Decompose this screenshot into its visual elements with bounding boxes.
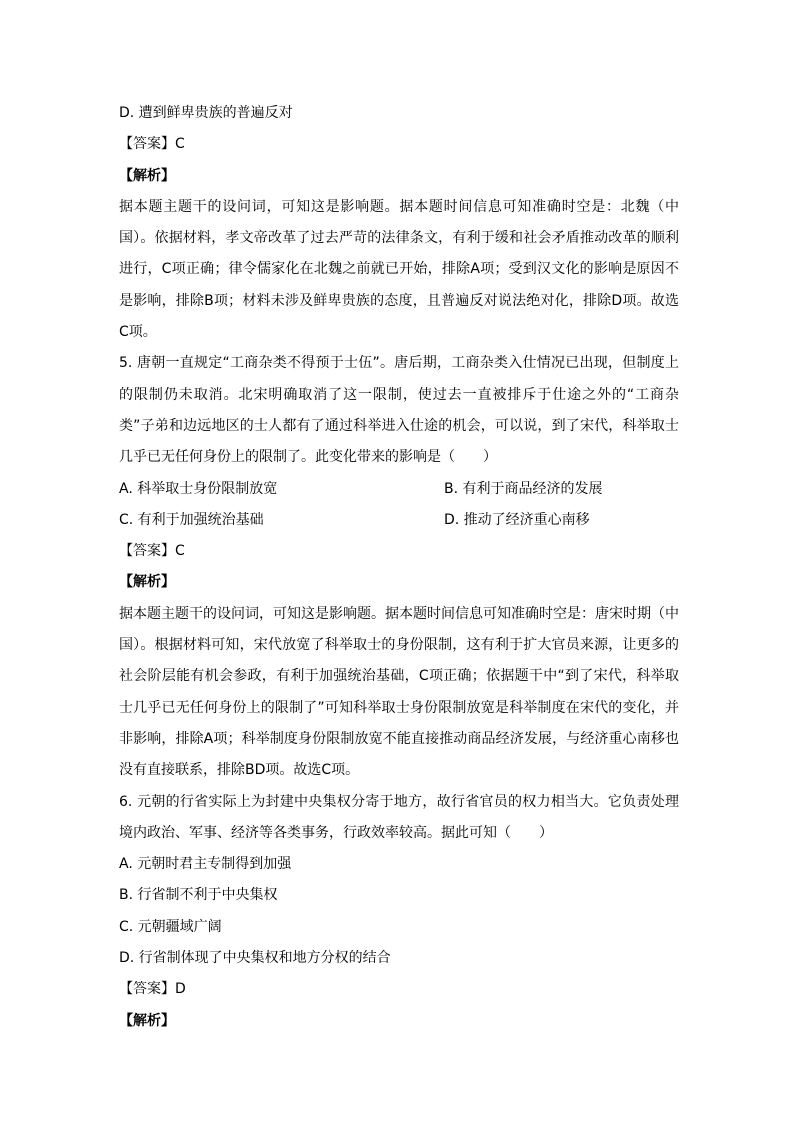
q4-analysis-label: 【解析】 — [119, 167, 175, 184]
q6-answer: 【答案】D — [119, 981, 186, 998]
q6-option-c: C. 元朝疆域广阔 — [119, 918, 222, 935]
q5-option-b: B. 有利于商品经济的发展 — [444, 480, 603, 497]
q4-analysis: 据本题主题干的设问词，可知这是影响题。据本题时间信息可知准确时空是：北魏（中国）。依据材料，孝文帝改革了过去严苛的法律条文，有利于缓和社会矛盾推动改革的顺利进行，C项正确；律令儒家化在北魏之前就已开始，排除A项；受到汉文化的影响是原因不是影响，排除B项；材料未涉及鲜卑贵族的态度，且普遍反对说法绝对化，排除D项。故选C项。 — [119, 198, 679, 341]
q5-stem: 5. 唐朝一直规定“工商杂类不得预于士伍”。唐后期，工商杂类入仕情况已出现，但制度上的限制仍未取消。北宋明确取消了这一限制，使过去一直被排斥于仕途之外的“工商杂类”子弟和边远地区的士人都有了通过科举进入仕途的机会，可以说，到了宋代，科举取士几乎已无任何身份上的限制了。此变化带来的影响是（ ） — [119, 355, 679, 466]
q4-option-d: D. 遭到鲜卑贵族的普遍反对 — [119, 105, 293, 121]
q6-option-d: D. 行省制体现了中央集权和地方分权的结合 — [119, 950, 391, 967]
q6-analysis-label: 【解析】 — [119, 1012, 175, 1029]
q6-option-a: A. 元朝时君主专制得到加强 — [119, 856, 292, 873]
q5-answer: 【答案】C — [119, 543, 185, 560]
q5-option-a: A. 科举取士身份限制放宽 — [119, 480, 278, 497]
q5-analysis: 据本题主题干的设问词，可知这是影响题。据本题时间信息可知准确时空是：唐宋时期（中国）。根据材料可知，宋代放宽了科举取士的身份限制，这有利于扩大官员来源，让更多的社会阶层能有机会参政，有利于加强统治基础，C项正确；依据题干中“到了宋代，科举取士几乎已无任何身份上的限制了”可知科举取士身份限制放宽是科举制度在宋代的变化，并非影响，排除A项；科举制度身份限制放宽不能直接推动商品经济发展，与经济重心南移也没有直接联系，排除BD项。故选C项。 — [119, 605, 679, 779]
q5-option-c: C. 有利于加强统治基础 — [119, 511, 264, 528]
q5-options-row-2 — [119, 505, 679, 536]
q5-analysis-label: 【解析】 — [119, 574, 175, 591]
q4-answer: 【答案】C — [119, 136, 185, 153]
q5-options-row-1 — [119, 474, 679, 505]
q6-option-b: B. 行省制不利于中央集权 — [119, 887, 278, 904]
q6-stem: 6. 元朝的行省实际上为封建中央集权分寄于地方，故行省官员的权力相当大。它负责处理境内政治、军事、经济等各类事务，行政效率较高。据此可知（ ） — [119, 793, 679, 841]
q5-option-d: D. 推动了经济重心南移 — [444, 511, 590, 528]
document-page — [119, 98, 679, 1037]
